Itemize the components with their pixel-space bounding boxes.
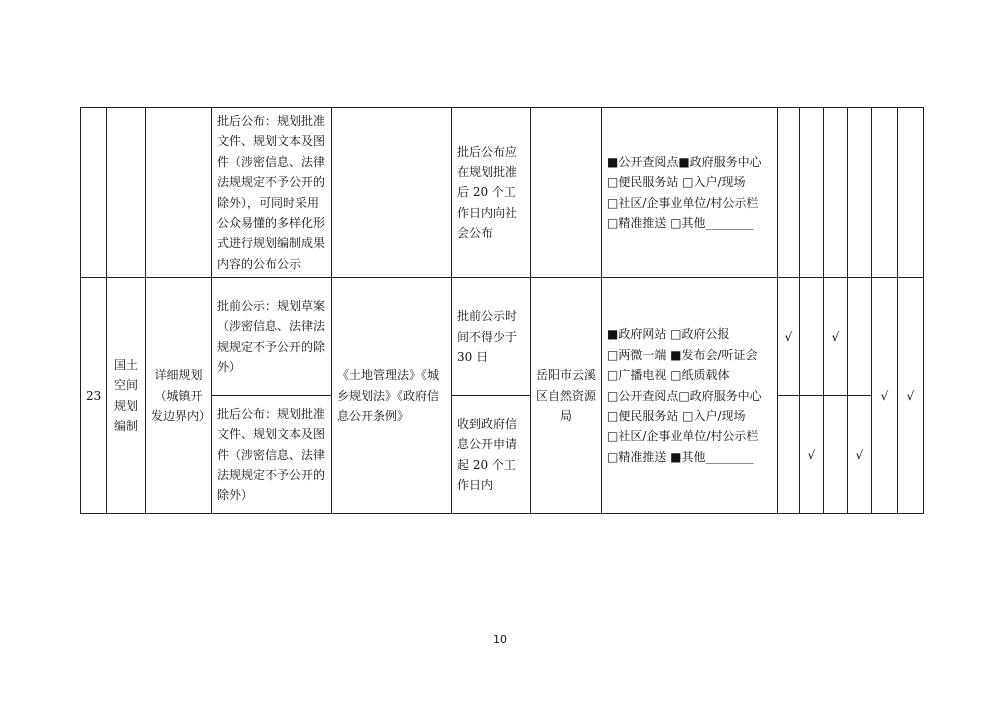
row23-subcategory-cell: 详细规划（城镇开发边界内） [146,278,212,514]
row23-post-check-4: √ [848,396,872,514]
row23-pre-check-1: √ [778,278,800,396]
row22-subcategory-cell [146,108,212,278]
channel-line: ■政府网站 □政府公报 [607,327,730,342]
channel-line: □精准推送 ■其他________ [607,449,754,464]
page-number: 10 [493,633,507,646]
row23-post-check-3 [824,396,848,514]
row23-basis-cell: 《土地管理法》《城乡规划法》《政府信息公开条例》 [332,278,452,514]
channel-line: □社区/企事业单位/村公示栏 [607,429,759,444]
row23-check-6: √ [898,278,924,514]
row22-item-cell: 批后公布：规划批准文件、规划文本及图件（涉密信息、法律法规规定不予公开的除外），可同时采用公众易懂的多样化形式进行规划编制成果内容的公布公示 [212,108,332,278]
disclosure-table [80,107,924,514]
channel-line: □两微一端 ■发布会/听证会 [607,347,758,362]
channel-line: □广播电视 □纸质载体 [607,368,730,383]
row23-number-cell: 23 [81,278,107,514]
row22-check-3 [824,108,848,278]
row23-post-item-cell: 批后公布：规划批准文件、规划文本及图件（涉密信息、法律法规规定不予公开的除外） [212,396,332,514]
row23-channels-cell [602,278,778,514]
row22-check-4 [848,108,872,278]
channel-line: □社区/企事业单位/村公示栏 [607,195,759,210]
channel-line: □便民服务站 □入户/现场 [607,175,746,190]
row22-check-6 [898,108,924,278]
row22-category-cell [107,108,146,278]
row22-check-1 [778,108,800,278]
row22-agency-cell [531,108,602,278]
channel-line: □公开查阅点□政府服务中心 [607,388,762,403]
row23-post-check-2: √ [800,396,824,514]
table-row-22-continued [81,108,924,278]
row22-check-2 [800,108,824,278]
channel-line: ■公开查阅点■政府服务中心 [607,154,762,169]
channel-line: □便民服务站 □入户/现场 [607,408,746,423]
row23-agency-cell: 岳阳市云溪区自然资源局 [531,278,602,514]
row23-pre-deadline-cell: 批前公示时间不得少于 30 日 [452,278,531,396]
row23-pre-check-2 [800,278,824,396]
row23-pre-check-3: √ [824,278,848,396]
row23-post-check-1 [778,396,800,514]
row22-number-cell [81,108,107,278]
row23-pre-item-cell: 批前公示：规划草案（涉密信息、法律法规规定不予公开的除外） [212,278,332,396]
channel-line: □精准推送 □其他________ [607,216,754,231]
row23-pre-check-4 [848,278,872,396]
row22-basis-cell [332,108,452,278]
row22-check-5 [872,108,898,278]
row22-channels-cell [602,108,778,278]
row23-post-deadline-cell: 收到政府信息公开申请起 20 个工作日内 [452,396,531,514]
row23-category-cell: 国土空间规划编制 [107,278,146,514]
table-row-23-pre [81,278,924,396]
row22-deadline-cell: 批后公布应在规划批准后 20 个工作日内向社会公布 [452,108,531,278]
row23-check-5: √ [872,278,898,514]
